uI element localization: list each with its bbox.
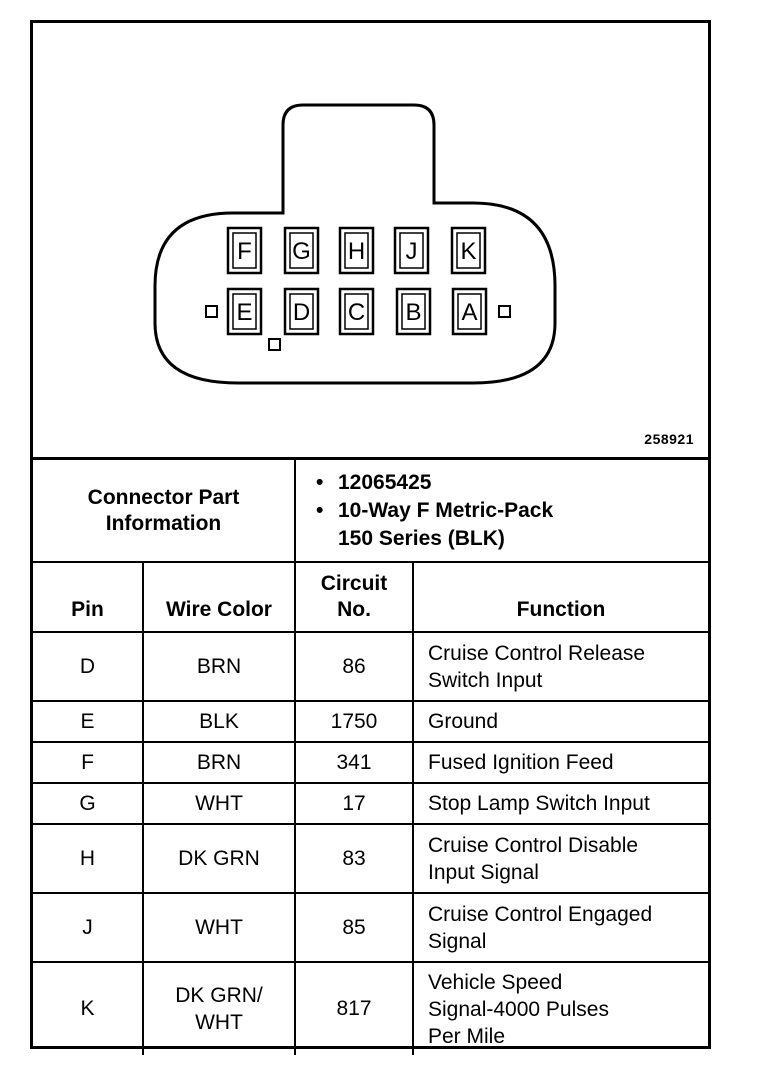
pin-cell: G xyxy=(33,783,143,824)
pin-letter: B xyxy=(405,299,422,326)
bottom-row-pin-3 xyxy=(340,289,373,334)
locator-square-bottom xyxy=(269,339,280,350)
top-row-pin-3 xyxy=(340,228,373,273)
wire-color-cell: WHT xyxy=(143,893,295,962)
connector-description: • 10-Way F Metric-Pack xyxy=(338,497,708,525)
header-circuit-no: Circuit No. xyxy=(295,562,413,632)
connector-diagram xyxy=(33,23,708,459)
pin-letter: C xyxy=(347,299,366,326)
function-cell: Cruise Control Engaged Signal xyxy=(413,893,708,962)
locator-square-left xyxy=(206,306,217,317)
header-pin: Pin xyxy=(33,562,143,632)
wire-color-cell: DK GRN/ WHT xyxy=(143,962,295,1055)
connector-info-row xyxy=(33,460,708,562)
pin-letter: J xyxy=(405,238,418,265)
bottom-row-pin-2 xyxy=(285,289,318,334)
function-cell: Cruise Control Release Switch Input xyxy=(413,632,708,701)
function-cell: Vehicle Speed Signal-4000 Pulses Per Mile xyxy=(413,962,708,1055)
pin-letter: D xyxy=(292,299,311,326)
top-row-pin-4 xyxy=(395,228,428,273)
pin-cell: F xyxy=(33,742,143,783)
pin-letter: E xyxy=(236,299,253,326)
circuit-cell: 17 xyxy=(295,783,413,824)
connector-info-label: Connector Part Information xyxy=(33,460,295,562)
pin-cell: E xyxy=(33,701,143,742)
circuit-cell: 85 xyxy=(295,893,413,962)
connector-info-details: • 12065425 • 10-Way F Metric-Pack 150 Series (BLK) xyxy=(295,460,708,562)
connector-sheet xyxy=(30,20,711,1049)
pin-letter: A xyxy=(461,299,478,326)
pin-cell: D xyxy=(33,632,143,701)
pin-letter: H xyxy=(347,238,366,265)
function-cell: Cruise Control Disable Input Signal xyxy=(413,824,708,893)
pin-letter: G xyxy=(292,238,311,265)
wire-color-cell: BLK xyxy=(143,701,295,742)
top-row-pin-1 xyxy=(228,228,261,273)
circuit-cell: 1750 xyxy=(295,701,413,742)
table-row xyxy=(33,632,708,701)
table-row xyxy=(33,783,708,824)
pinout-table xyxy=(33,460,708,1055)
wire-color-cell: BRN xyxy=(143,742,295,783)
pin-cell: H xyxy=(33,824,143,893)
table-row xyxy=(33,893,708,962)
part-number: • 12065425 xyxy=(338,469,708,497)
header-row xyxy=(33,562,708,632)
function-cell: Fused Ignition Feed xyxy=(413,742,708,783)
table-row xyxy=(33,701,708,742)
bottom-row-pin-5 xyxy=(453,289,486,334)
pin-cell: J xyxy=(33,893,143,962)
wire-color-cell: DK GRN xyxy=(143,824,295,893)
pin-letter: K xyxy=(460,238,477,265)
bottom-row-pin-4 xyxy=(397,289,430,334)
circuit-cell: 86 xyxy=(295,632,413,701)
table-row xyxy=(33,962,708,1055)
header-wire-color: Wire Color xyxy=(143,562,295,632)
top-row-pin-5 xyxy=(452,228,485,273)
diagram-id-label: 258921 xyxy=(644,431,694,447)
table-row xyxy=(33,742,708,783)
top-row-pin-2 xyxy=(285,228,318,273)
wire-color-cell: WHT xyxy=(143,783,295,824)
function-cell: Stop Lamp Switch Input xyxy=(413,783,708,824)
circuit-cell: 83 xyxy=(295,824,413,893)
bullet: • xyxy=(316,470,324,494)
pin-cell: K xyxy=(33,962,143,1055)
locator-square-right xyxy=(499,306,510,317)
circuit-cell: 341 xyxy=(295,742,413,783)
bullet: • xyxy=(316,498,324,522)
circuit-cell: 817 xyxy=(295,962,413,1055)
wire-color-cell: BRN xyxy=(143,632,295,701)
function-cell: Ground xyxy=(413,701,708,742)
bottom-row-pin-1 xyxy=(228,289,261,334)
header-function: Function xyxy=(413,562,708,632)
table-row xyxy=(33,824,708,893)
pin-letter: F xyxy=(237,238,252,265)
